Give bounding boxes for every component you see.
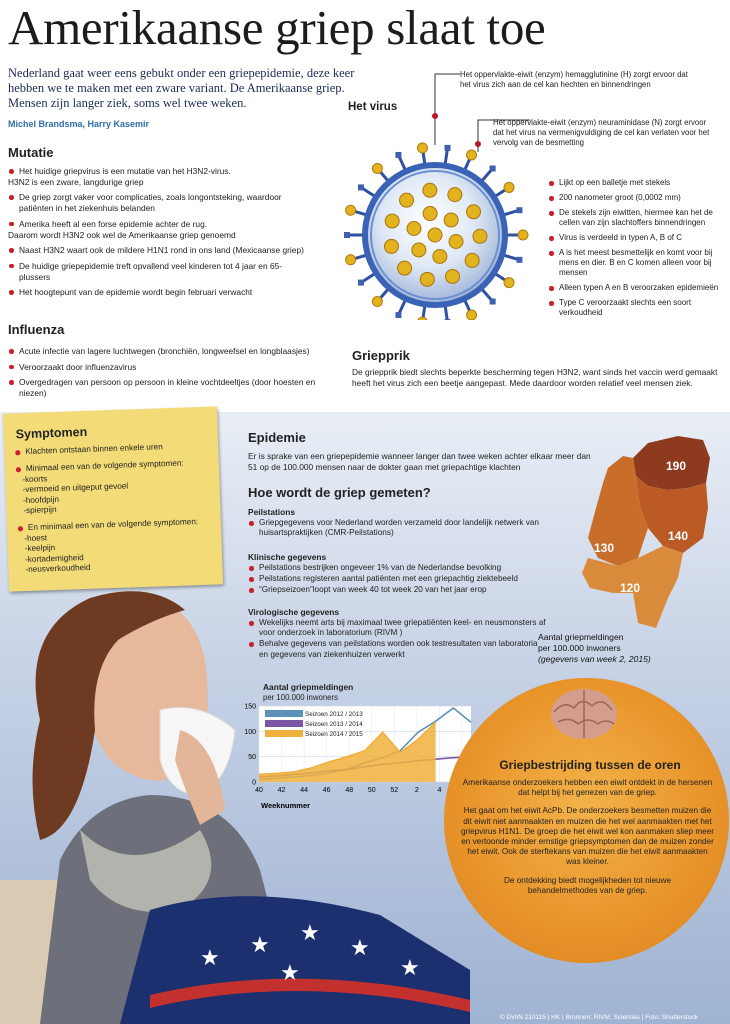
neuraminidase-spike <box>395 152 401 158</box>
neuraminidase-spike <box>445 145 451 151</box>
page-title: Amerikaanse griep slaat toe <box>8 0 546 55</box>
hemagglutinine-spike <box>518 230 528 240</box>
item-text: Veroorzaakt door influenzavirus <box>19 361 137 372</box>
leader-line <box>435 74 460 145</box>
klinische-list <box>248 563 548 597</box>
list-item <box>8 362 343 373</box>
hemagglutinine-spike <box>372 163 382 173</box>
credit-line: © DvhN 210115 | HK | Bronnen: RIVM, Scientias | Foto: Shutterstock <box>500 1014 698 1021</box>
virologische-list <box>248 618 548 661</box>
item-continuation: Daarom wordt H3N2 ook wel de Amerikaanse griep genoemd <box>8 229 236 240</box>
item-text: Minimaal een van de volgende symptomen: <box>25 458 184 474</box>
virus-core-particle <box>446 269 460 283</box>
neuraminidase-spike <box>516 257 522 263</box>
virus-core-particle <box>400 193 414 207</box>
gemeten-heading: Hoe wordt de griep gemeten? <box>248 485 431 500</box>
list-item <box>8 219 313 240</box>
item-text: De huidige griepepidemie treft opvallend veel kinderen tot 4 jaar en 65-plussers <box>19 260 283 282</box>
svg-text:★: ★ <box>250 933 270 958</box>
x-tick-label: 52 <box>390 787 399 794</box>
map-caption-line: (gegevens van week 2, 2015) <box>538 654 651 664</box>
list-item: Peilstations registeren aantal patiënten met een griepachtig ziektebeeld <box>248 574 548 584</box>
list-item <box>15 458 215 517</box>
list-item <box>8 245 313 256</box>
klinische-heading: Klinische gegevens <box>248 552 327 562</box>
symptom: -keelpijn <box>24 543 56 554</box>
symptom: -hoest <box>24 533 48 543</box>
hemagglutinine-spike <box>467 150 477 160</box>
list-item <box>8 377 343 398</box>
neuraminidase-note: Het oppervlakte-eiwit (enzym) neuraminidase (N) zorgt ervoor dat het virus na vermenigvuldiging de cel kan verlaten voor het vervolg van de besmetting <box>493 118 710 147</box>
virus-core-particle <box>385 214 399 228</box>
map-label-north: 190 <box>665 459 687 473</box>
list-item: Alleen typen A en B veroorzaken epidemieën <box>548 283 720 293</box>
hemagglutinine-spike <box>346 255 356 265</box>
leader-line <box>478 120 530 152</box>
neuraminidase-spike <box>344 232 350 238</box>
brain-icon <box>548 686 620 742</box>
paragraph: Amerikaanse onderzoekers hebben een eiwit ontdekt in de hersenen dat helpt bij het genezen van de griep. <box>462 778 713 798</box>
symptomen-list <box>14 441 217 583</box>
virus-core-particle <box>420 272 434 286</box>
symptomen-note <box>3 406 223 591</box>
svg-text:★: ★ <box>200 946 220 971</box>
map-label-east: 140 <box>667 529 689 543</box>
symptom: -vermoeid en uitgeput gevoel <box>22 481 129 495</box>
y-tick-label: 100 <box>244 728 256 736</box>
item-text: Acute infectie van lagere luchtwegen (bronchiën, longweefsel en longblaasjes) <box>19 346 310 356</box>
paragraph: Het gaat om het eiwit AcPb. De onderzoekers besmetten muizen die dit eiwit niet aanmaakten en muizen die het wel aanmaakten met het griepvirus H1N1. De groep die het eiwit wel kon aanmaken sliep meer en vertoonde minder ernstige griepsymptomen dan de muizen zonder het eiwit. Ook de sterftekans van muizen die het eiwit aanmaakten was kleiner. <box>460 806 715 867</box>
y-tick-label: 50 <box>248 754 256 762</box>
peilstations-list <box>248 518 548 539</box>
x-tick-label: 4 <box>437 787 442 794</box>
y-tick-label: 0 <box>252 779 256 787</box>
x-tick-label: 40 <box>255 787 263 794</box>
list-item: Griepgegevens voor Nederland worden verzameld door landelijk netwerk van huisartspraktijken (CMR-Peilstations) <box>248 518 548 538</box>
griepprik-heading: Griepprik <box>352 348 410 363</box>
item-text: En minimaal een van de volgende symptomen: <box>27 517 199 533</box>
symptomen-heading: Symptomen <box>15 424 88 442</box>
map-caption-line: Aantal griepmeldingen <box>538 632 624 642</box>
legend-label: Seizoen 2013 / 2014 <box>305 721 363 728</box>
item-text: Klachten ontstaan binnen enkele uren <box>25 442 163 457</box>
list-item <box>8 261 313 282</box>
item-text: Overgedragen van persoon op persoon in kleine vochtdeeltjes (door hoesten en niezen) <box>19 377 316 399</box>
list-item: Virus is verdeeld in typen A, B of C <box>548 233 720 243</box>
map-label-south: 120 <box>619 581 641 595</box>
virus-core-particle <box>448 188 462 202</box>
griepprik-text: De griepprik biedt slechts beperkte bescherming tegen H3N2, want sinds het vaccin werd gemaakt heeft het virus zich een beetje aangepast. Mede daardoor worden relatief veel mensen ziek. <box>352 367 718 388</box>
griepbestrijding-text <box>460 778 715 896</box>
legend-swatch <box>265 730 303 737</box>
epidemie-heading: Epidemie <box>248 430 306 445</box>
list-item <box>17 517 217 576</box>
list-item: Type C veroorzaakt slechts een soort verkoudheid <box>548 298 720 318</box>
netherlands-map <box>578 428 718 633</box>
virus-core-particle <box>412 243 426 257</box>
hemagglutinine-spike <box>346 205 356 215</box>
map-caption <box>538 632 668 665</box>
legend-swatch <box>265 720 303 727</box>
virus-core-particle <box>444 213 458 227</box>
griepmeldingen-chart <box>235 702 475 818</box>
symptom: -spierpijn <box>23 505 57 516</box>
legend-label: Seizoen 2012 / 2013 <box>305 711 363 718</box>
neuraminidase-spike <box>516 207 522 213</box>
item-text: De griep zorgt vaker voor complicaties, zoals longontsteking, waardoor patiënten in het ziekenhuis belanden <box>19 192 282 214</box>
legend-swatch <box>265 710 303 717</box>
map-label-west: 130 <box>593 541 615 555</box>
symptom: -hoofdpijn <box>22 494 60 505</box>
virus-core-particle <box>398 261 412 275</box>
list-item: Wekelijks neemt arts bij maximaal twee griepatiënten keel- en neusmonsters af voor onderzoek in laboratorium (RIVM ) <box>248 618 548 638</box>
x-ticks <box>255 787 464 794</box>
hemagglutinine-spike <box>417 143 427 153</box>
griepbestrijding-heading: Griepbestrijding tussen de oren <box>499 758 681 772</box>
intro-text: Nederland gaat weer eens gebukt onder een griepepidemie, deze keer hebben we te maken met een zware variant. De Amerikaanse griep. Mensen zijn langer ziek, soms wel twee weken. <box>8 66 355 110</box>
symptom: -kortademigheid <box>24 552 84 564</box>
virologische-heading: Virologische gegevens <box>248 607 340 617</box>
list-item: A is het meest besmettelijk en komt voor bij mens en dier. B en C komen alleen voor bij mensen <box>548 248 720 278</box>
list-item <box>8 192 313 213</box>
virus-core-particle <box>433 249 447 263</box>
y-ticks <box>244 704 256 787</box>
peilstations-heading: Peilstations <box>248 507 296 517</box>
virus-core-particle <box>384 239 398 253</box>
neuraminidase-spike <box>395 312 401 318</box>
x-tick-label: 46 <box>322 787 331 794</box>
virus-core-particle <box>407 221 421 235</box>
legend-label: Seizoen 2014 / 2015 <box>305 731 363 738</box>
svg-text:★: ★ <box>280 961 300 986</box>
neuraminidase-spike <box>490 165 496 171</box>
influenza-heading: Influenza <box>8 322 65 337</box>
neuraminidase-spike <box>358 280 364 286</box>
x-tick-label: 2 <box>414 787 419 794</box>
virus-core-particle <box>467 205 481 219</box>
mutatie-list <box>8 166 313 303</box>
virus-core-particle <box>423 183 437 197</box>
hemagglutinine-note: Het oppervlakte-eiwit (enzym) hemagglutinine (H) zorgt ervoor dat het virus zich aan de cel kan hechten en binnendringen <box>460 70 688 89</box>
influenza-list <box>8 346 343 404</box>
list-item <box>14 441 212 458</box>
virus-core-particle <box>428 228 442 242</box>
list-item <box>8 166 313 187</box>
virus-facts-list <box>548 178 720 323</box>
virus-illustration <box>330 60 550 320</box>
item-text: Het hoogtepunt van de epidemie wordt begin februari verwacht <box>19 287 253 298</box>
neuraminidase-spike <box>358 184 364 190</box>
item-text: Het huidige griepvirus is een mutatie van het H3N2-virus. <box>19 166 231 176</box>
chart-subtitle: per 100.000 inwoners <box>263 693 338 702</box>
x-axis-label: Weeknummer <box>261 801 311 810</box>
list-item: 200 nanometer groot (0,0002 mm) <box>548 193 720 203</box>
item-text: Amerika heeft al een forse epidemie achter de rug. <box>19 218 208 229</box>
chart-title: Aantal griepmeldingen <box>263 682 354 692</box>
x-tick-label: 42 <box>277 787 286 794</box>
virus-core-particle <box>423 207 437 221</box>
svg-text:★: ★ <box>400 956 420 981</box>
hemagglutinine-spike <box>504 278 514 288</box>
authors: Michel Brandsma, Harry Kasemir <box>8 119 150 129</box>
list-item <box>8 287 313 298</box>
virus-heading: Het virus <box>348 101 398 113</box>
list-item <box>8 346 343 357</box>
epidemie-text: Er is sprake van een griepepidemie wanneer langer dan twee weken achter elkaar meer dan 51 op de 100.000 mensen naar de dokter gaan met griepachtige klachten <box>248 451 591 472</box>
virus-core-particle <box>449 235 463 249</box>
hemagglutinine-spike <box>372 297 382 307</box>
list-item: Peilstations bestrijken ongeveer 1% van de Nederlandse bevolking <box>248 563 548 573</box>
list-item: De stekels zijn eiwitten, hiermee kan het de cellen van zijn slachtoffers binnendringen <box>548 208 720 228</box>
hemagglutinine-spike <box>504 182 514 192</box>
paragraph: De ontdekking biedt mogelijkheden tot nieuwe behandelmethodes van de griep. <box>503 875 672 895</box>
x-tick-label: 50 <box>367 787 376 794</box>
mutatie-heading: Mutatie <box>8 145 54 160</box>
symptom: -neusverkoudheid <box>25 562 91 575</box>
item-continuation: H3N2 is een zware, langdurige griep <box>8 176 144 187</box>
list-item: Lijkt op een balletje met stekels <box>548 178 720 188</box>
neuraminidase-spike <box>490 299 496 305</box>
list-item: Behalve gegevens van peilstations worden ook testresultaten van laboratoria en gegevens van ziekenhuizen verwerkt <box>248 639 548 659</box>
hemagglutinine-spike <box>467 310 477 320</box>
y-tick-label: 150 <box>244 703 256 711</box>
svg-text:★: ★ <box>300 921 320 946</box>
x-tick-label: 48 <box>345 787 354 794</box>
list-item: “Griepseizoen”loopt van week 40 tot week 20 van het jaar erop <box>248 585 548 595</box>
item-text: Naast H3N2 waart ook de mildere H1N1 rond in ons land (Mexicaanse griep) <box>19 245 304 256</box>
x-tick-label: 44 <box>300 787 309 794</box>
virus-core-particle <box>465 253 479 267</box>
hemagglutinine-spike <box>417 317 427 320</box>
neuraminidase-spike <box>445 319 451 320</box>
map-caption-line: per 100.000 inwoners <box>538 643 621 653</box>
chart-legend <box>265 710 363 738</box>
svg-text:★: ★ <box>350 936 370 961</box>
symptom: -koorts <box>22 474 48 484</box>
leader-dot <box>475 141 481 147</box>
virus-core-particle <box>473 229 487 243</box>
leader-dot <box>432 113 438 119</box>
